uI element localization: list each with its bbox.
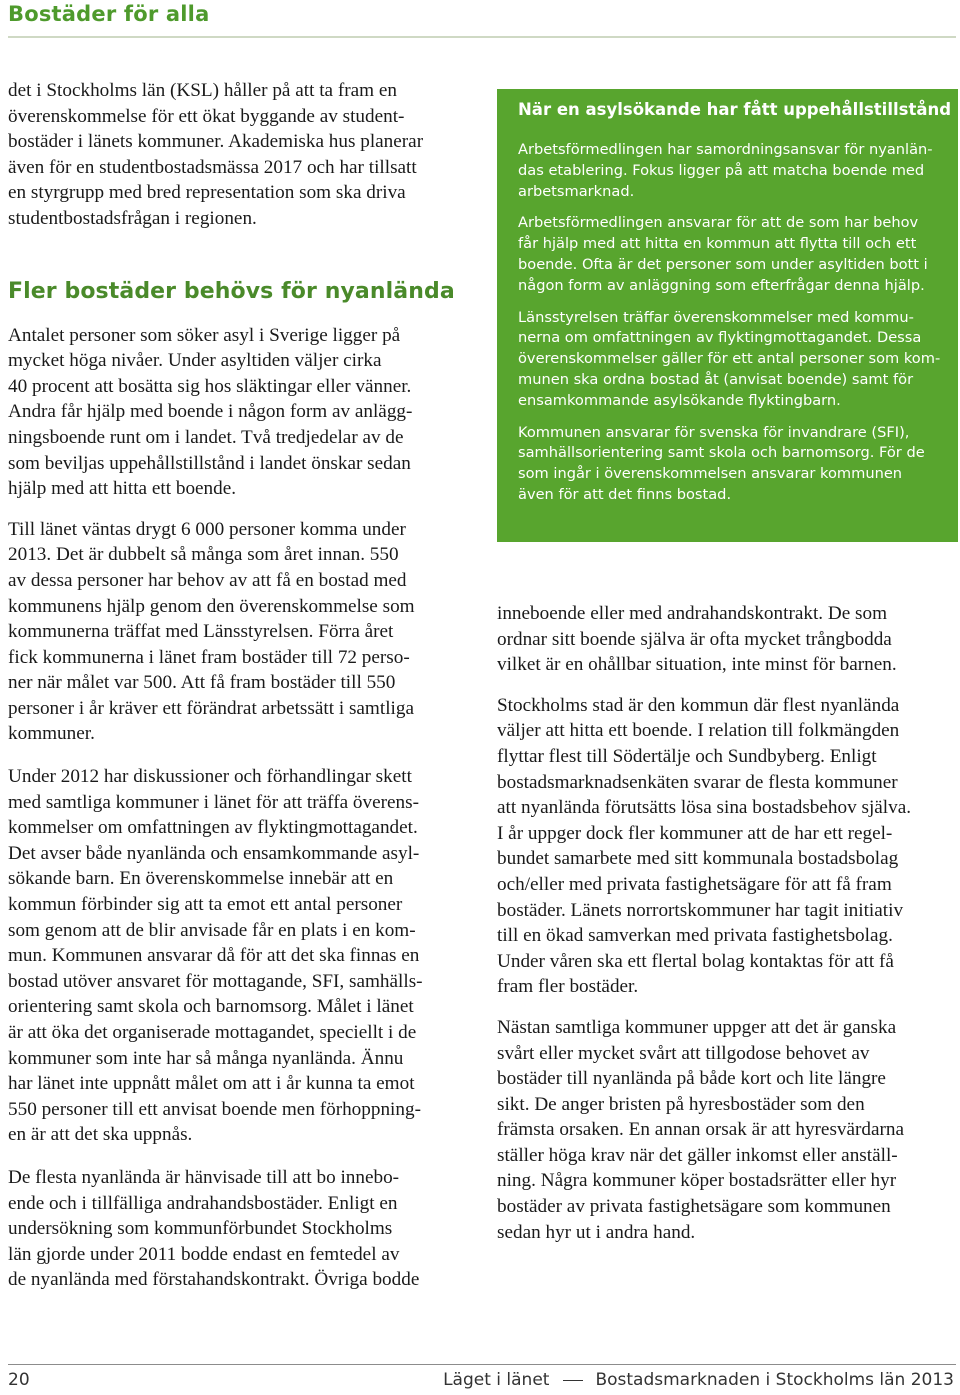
info-box (497, 89, 958, 542)
page-header-title: Bostäder för alla (8, 2, 210, 26)
body-paragraph: Antalet personer som söker asyl i Sverige ligger på mycket höga nivåer. Under asyltiden väljer cirka 40 procent att bosätta sig hos släktingar eller vänner. Andra får hjälp med boende i någon form av anlägg- ningsboende runt om i landet. Två tredjedelar av de som beviljas uppehållstillstånd i landet önskar sedan hjälp med att hitta ett boende. (8, 324, 413, 500)
publication-name: Läget i länet (443, 1370, 550, 1390)
info-box-paragraph: Länsstyrelsen träffar överenskommelser med kommu- nerna om omfattningen av flyktingmottagandet. Dessa överenskommelser gäller för ett antal personer som kom- munen ska ordna bostad åt (anvisat boende) samt för ensamkommande asylsökande flyktingbarn. (518, 308, 941, 409)
section-heading: Fler bostäder behövs för nyanlända (8, 278, 455, 304)
page-number: 20 (8, 1370, 30, 1390)
left-column (8, 78, 478, 1293)
footer-divider (8, 1364, 956, 1365)
footer-dash (563, 1380, 583, 1381)
body-paragraph: det i Stockholms län (KSL) håller på att ta fram en överenskommelse för ett ökat byggande av student- bostäder i länets kommuner. Akademiska hus planerar även för en studentbostadsmässa 2017 och har tillsatt en styrgrupp med bred representation som ska driva studentbostadsfrågan i regionen. (8, 80, 424, 229)
body-paragraph: inneboende eller med andrahandskontrakt. De som ordnar sitt boende själva är ofta mycket trångbodda vilket är en ohållbar situation, inte minst för barnen. (497, 603, 897, 676)
publication-subtitle: Bostadsmarknaden i Stockholms län 2013 (595, 1370, 954, 1390)
body-paragraph: De flesta nyanlända är hänvisade till att bo innebo- ende och i tillfälliga andrahandsbostäder. Enligt en undersökning som kommunförbundet Stockholms län gjorde under 2011 bodde endast en femtedel av de nyanlända med förstahandskontrakt. Övriga bodde (8, 1166, 420, 1291)
info-box-paragraph: Kommunen ansvarar för svenska för invandrare (SFI), samhällsorientering samt skola och barnomsorg. För de som ingår i överenskommelsen ansvarar kommunen även för att det finns bostad. (518, 423, 925, 503)
body-paragraph: Till länet väntas drygt 6 000 personer komma under 2013. Det är dubbelt så många som året innan. 550 av dessa personer har behov av att få en bostad med kommunens hjälp genom den överenskommelse som kommunerna träffat med Länsstyrelsen. Förra året fick kommunerna i länet fram bostäder till 72 perso- ner när målet var 500. Att få fram bostäder till 550 personer i år kräver ett förändrat arbetssätt i samtliga kommuner. (8, 518, 415, 745)
header-divider (8, 36, 956, 38)
info-box-paragraph: Arbetsförmedlingen ansvarar för att de som har behov får hjälp med att hitta en kommun att flytta till och ett boende. Ofta är det personer som under asyltiden bott i någon form av anläggning som efterfrågar denna hjälp. (518, 214, 928, 294)
body-paragraph: Under 2012 har diskussioner och förhandlingar skett med samtliga kommuner i länet för att träffa överens- kommelser om omfattningen av flyktingmottagandet. Det avser både nyanlända och ensamkommande asyl- sökande barn. En överenskommelse innebär att en kommun förbinder sig att ta emot ett antal personer som genom att de blir anvisade får en plats i en kom- mun. Kommunen ansvarar då för att det ska finnas en bostad utöver ansvaret för mottagande, SFI, samhälls- orientering samt skola och barnomsorg. Målet i länet är att öka det organiserade mottagandet, speciellt i de kommuner som inte har så många nyanlända. Ännu har länet inte uppnått målet om att i år kunna ta emot 550 personer till ett anvisat boende men förhoppning- en är att det ska uppnås. (8, 766, 423, 1146)
right-column (497, 601, 959, 1245)
info-box-title: När en asylsökande har fått uppehållstillstånd (518, 100, 952, 119)
body-paragraph: Nästan samtliga kommuner uppger att det är ganska svårt eller mycket svårt att tillgodose behovet av bostäder till nyanlända på både kort och lite längre sikt. De anger bristen på hyresbostäder som den främsta orsaken. En annan orsak är att hyresvärdarna ställer höga krav när det gäller inkomst eller anställ- ning. Några kommuner köper bostadsrätter eller hyr bostäder av privata fastighetsägare som kommunen sedan hyr ut i andra hand. (497, 1016, 905, 1243)
body-paragraph: Stockholms stad är den kommun där flest nyanlända väljer att hitta ett boende. I relation till folkmängden flyttar flest till Södertälje och Sundbyberg. Enligt bostadsmarknadsenkäten svarar de flesta kommuner att nyanlända förutsätts lösa sina bostadsbehov själva. I år uppger dock fler kommuner att de har ett regel- bundet samarbete med sitt kommunala bostadsbolag och/eller med privata fastighetsägare för att få fram bostäder. Länets norrortskommuner har tagit initiativ till en ökad samverkan med privata fastighetsbolag. Under våren ska ett flertal bolag kontaktas för att få fram fler bostäder. (497, 694, 912, 998)
info-box-paragraph: Arbetsförmedlingen har samordningsansvar för nyanlän- das etablering. Fokus ligger på att matcha boende med arbetsmarknad. (518, 141, 933, 200)
running-footer (443, 1370, 954, 1390)
